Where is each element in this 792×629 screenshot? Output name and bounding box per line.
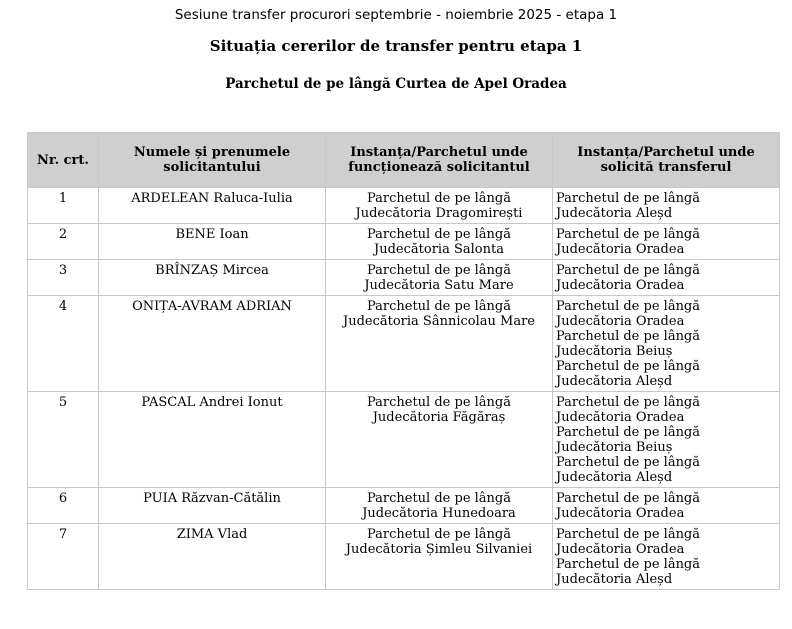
current-institution-line: Judecătoria Făgăraș: [372, 410, 506, 425]
current-institution-line: Parchetul de pe lângă: [366, 263, 511, 278]
current-institution: [326, 224, 553, 260]
current-institution-line: Judecătoria Salonta: [374, 242, 504, 257]
requested-institution-line: Parchetul de pe lângă: [556, 227, 701, 242]
table-row: [28, 488, 780, 524]
current-institution-line: Parchetul de pe lângă: [366, 191, 511, 206]
table-header-row: [28, 133, 780, 188]
row-number: 6: [28, 488, 99, 524]
requested-institution: [553, 188, 780, 224]
applicant-name: PASCAL Andrei Ionut: [99, 392, 326, 488]
column-header-current-institution: Instanța/Parchetul unde funcționează solicitantul: [326, 133, 553, 188]
current-institution-line: Judecătoria Dragomirești: [355, 206, 523, 221]
current-institution: [326, 260, 553, 296]
applicant-name: PUIA Răzvan-Cătălin: [99, 488, 326, 524]
requested-institution-line: Parchetul de pe lângă: [556, 263, 701, 278]
requested-institution-line: Parchetul de pe lângă: [556, 425, 701, 440]
current-institution: [326, 488, 553, 524]
requested-institution-line: Parchetul de pe lângă: [556, 359, 701, 374]
requested-institution-line: Judecătoria Oradea: [556, 278, 685, 293]
applicant-name: ARDELEAN Raluca-Iulia: [99, 188, 326, 224]
current-institution: [326, 188, 553, 224]
current-institution-line: Judecătoria Hunedoara: [362, 506, 516, 521]
applicant-name: BRÎNZAȘ Mircea: [99, 260, 326, 296]
requested-institution-line: Judecătoria Oradea: [556, 242, 685, 257]
table-row: [28, 524, 780, 590]
applicant-name: ONIȚA-AVRAM ADRIAN: [99, 296, 326, 392]
column-header-requested-institution: Instanța/Parchetul unde solicită transferul: [553, 133, 780, 188]
table-row: [28, 188, 780, 224]
current-institution-line: Judecătoria Șimleu Silvaniei: [345, 542, 533, 557]
requested-institution-line: Judecătoria Oradea: [556, 506, 685, 521]
current-institution-line: Parchetul de pe lângă: [366, 395, 511, 410]
requested-institution-line: Judecătoria Oradea: [556, 410, 685, 425]
page-subtitle: Parchetul de pe lângă Curtea de Apel Oradea: [225, 76, 567, 92]
requested-institution-line: Parchetul de pe lângă: [556, 299, 701, 314]
current-institution-line: Judecătoria Sânnicolau Mare: [343, 314, 535, 329]
requested-institution-line: Judecătoria Aleșd: [556, 572, 673, 587]
requested-institution-line: Parchetul de pe lângă: [556, 395, 701, 410]
current-institution-line: Parchetul de pe lângă: [366, 227, 511, 242]
current-institution-line: Parchetul de pe lângă: [366, 299, 511, 314]
applicant-name: BENE Ioan: [99, 224, 326, 260]
table-row: [28, 296, 780, 392]
requested-institution-line: Parchetul de pe lângă: [556, 491, 701, 506]
current-institution-line: Judecătoria Satu Mare: [364, 278, 514, 293]
requested-institution-line: Judecătoria Aleșd: [556, 374, 673, 389]
requested-institution-line: Parchetul de pe lângă: [556, 455, 701, 470]
current-institution: [326, 524, 553, 590]
requested-institution-line: Judecătoria Oradea: [556, 542, 685, 557]
row-number: 4: [28, 296, 99, 392]
requested-institution-line: Judecătoria Aleșd: [556, 470, 673, 485]
row-number: 5: [28, 392, 99, 488]
requested-institution: [553, 524, 780, 590]
requested-institution: [553, 296, 780, 392]
page-title: Situația cererilor de transfer pentru etapa 1: [209, 37, 583, 55]
requested-institution-line: Judecătoria Aleșd: [556, 206, 673, 221]
transfer-requests-table: [27, 132, 780, 590]
requested-institution-line: Judecătoria Oradea: [556, 314, 685, 329]
requested-institution-line: Parchetul de pe lângă: [556, 191, 701, 206]
requested-institution-line: Parchetul de pe lângă: [556, 557, 701, 572]
table-row: [28, 224, 780, 260]
requested-institution-line: Judecătoria Beiuș: [556, 344, 673, 359]
current-institution: [326, 296, 553, 392]
row-number: 2: [28, 224, 99, 260]
table-row: [28, 260, 780, 296]
current-institution-line: Parchetul de pe lângă: [366, 527, 511, 542]
current-institution: [326, 392, 553, 488]
session-heading: Sesiune transfer procurori septembrie - noiembrie 2025 - etapa 1: [174, 7, 618, 23]
requested-institution: [553, 224, 780, 260]
row-number: 1: [28, 188, 99, 224]
current-institution-line: Parchetul de pe lângă: [366, 491, 511, 506]
column-header-nr: Nr. crt.: [28, 133, 99, 188]
requested-institution: [553, 392, 780, 488]
requested-institution-line: Parchetul de pe lângă: [556, 527, 701, 542]
table-row: [28, 392, 780, 488]
column-header-name: Numele și prenumele solicitantului: [99, 133, 326, 188]
requested-institution: [553, 488, 780, 524]
row-number: 3: [28, 260, 99, 296]
applicant-name: ZIMA Vlad: [99, 524, 326, 590]
requested-institution-line: Judecătoria Beiuș: [556, 440, 673, 455]
requested-institution: [553, 260, 780, 296]
requested-institution-line: Parchetul de pe lângă: [556, 329, 701, 344]
row-number: 7: [28, 524, 99, 590]
